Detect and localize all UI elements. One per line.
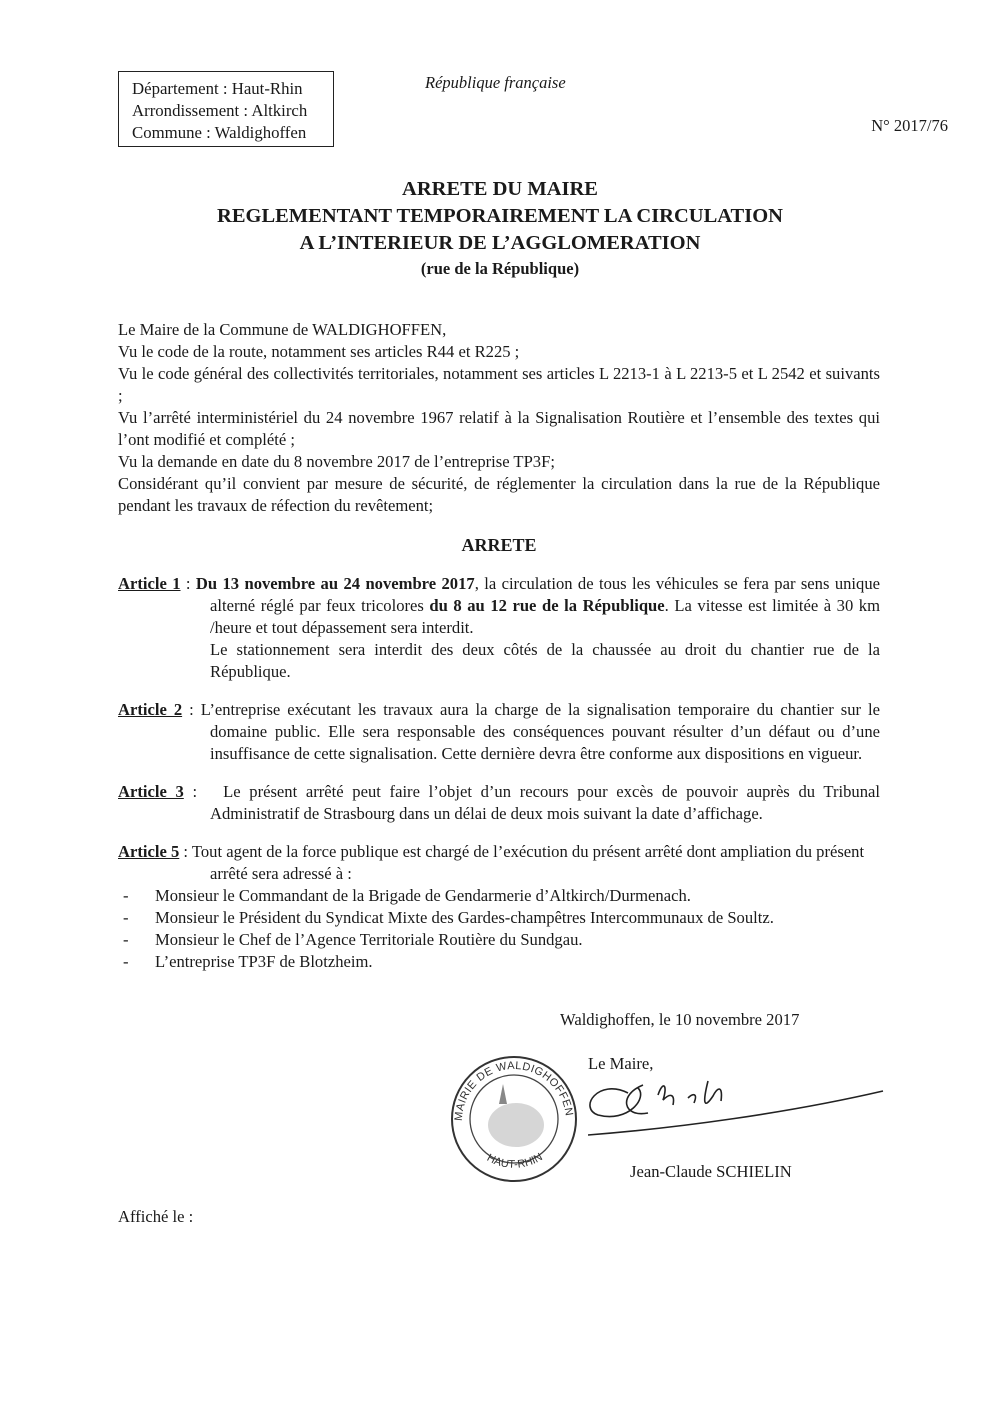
article-1 — [118, 573, 880, 683]
title-subtitle: (rue de la République) — [420, 259, 580, 278]
separator: : — [182, 700, 201, 719]
title-line-1: ARRETE DU MAIRE — [402, 178, 598, 200]
preamble-line: Vu la demande en date du 8 novembre 2017 de l’entreprise TP3F; — [118, 452, 555, 471]
recipient: Monsieur le Chef de l’Agence Territoriale Routière du Sundgau. — [155, 930, 583, 949]
article-5 — [118, 841, 880, 885]
separator: : — [179, 842, 192, 861]
recipient: Monsieur le Commandant de la Brigade de Gendarmerie d’Altkirch/Durmenach. — [155, 886, 691, 905]
article-paragraph: Le stationnement sera interdit des deux côtés de la chaussée au droit du chantier rue de la République. — [210, 640, 880, 681]
commune: Commune : Waldighoffen — [132, 123, 307, 142]
preamble-line: Vu le code général des collectivités territoriales, notamment ses articles L 2213-1 à L 2213-5 et L 2542 et suivants ; — [118, 364, 880, 405]
official-stamp — [444, 1049, 584, 1189]
preamble-line: Le Maire de la Commune de WALDIGHOFFEN, — [118, 320, 447, 339]
separator: : — [180, 574, 196, 593]
article-2 — [118, 699, 880, 765]
department: Département : Haut-Rhin — [132, 79, 303, 98]
signature-block — [118, 1009, 880, 1183]
article-text: , la circulation de tous les véhicules se fera par sens unique alterné réglé par feux tricolores — [210, 574, 880, 615]
list-item: - L’entreprise TP3F de Blotzheim. — [123, 952, 373, 971]
article-label: Article 1 — [118, 574, 181, 593]
article-text: L’entreprise exécutant les travaux aura la charge de la signalisation temporaire du chantier sur le domaine public. Elle sera responsable des conséquences pouvant résulter d’un défaut ou d’une insuffisance de cette signalisation. Cette dernière devra être conforme aux dispositions en vigueur. — [200, 700, 880, 763]
signatory-role: Le Maire, — [588, 1054, 654, 1073]
article-text: Le présent arrêté peut faire l’objet d’un recours pour excès de pouvoir auprès du Tribunal Administratif de Strasbourg dans un délai de deux mois suivant la date d’affichage. — [210, 782, 880, 823]
administrative-info-box — [118, 71, 334, 147]
document-body — [118, 176, 880, 1227]
recipient-list — [118, 885, 880, 973]
handwritten-signature — [588, 1073, 888, 1143]
recipient: Monsieur le Président du Syndicat Mixte des Gardes-champêtres Intercommunaux de Soultz. — [155, 908, 774, 927]
title-line-3: A L’INTERIEUR DE L’AGGLOMERATION — [299, 232, 701, 254]
arrete-heading: ARRETE — [461, 535, 537, 555]
article-location: du 8 au 12 rue de la République — [429, 596, 665, 615]
separator: : — [183, 782, 224, 801]
title-line-2: REGLEMENTANT TEMPORAIREMENT LA CIRCULATION — [217, 205, 783, 227]
article-3 — [118, 781, 880, 825]
article-label: Article 2 — [118, 700, 183, 719]
recipient: L’entreprise TP3F de Blotzheim. — [155, 952, 373, 971]
list-item: - Monsieur le Président du Syndicat Mixte des Gardes-champêtres Intercommunaux de Soultz. — [123, 908, 774, 927]
svg-text:HAUT-RHIN: HAUT-RHIN — [484, 1151, 545, 1171]
signature-date: Waldighoffen, le 10 novembre 2017 — [560, 1010, 800, 1029]
article-text: Tout agent de la force publique est chargé de l’exécution du présent arrêté dont ampliation du présent arrêté sera adressé à : — [191, 842, 865, 883]
republic-label: République française — [425, 73, 566, 92]
posted-date-label: Affiché le : — [118, 1207, 194, 1226]
article-label: Article 5 — [118, 842, 180, 861]
article-dates: Du 13 novembre au 24 novembre 2017 — [195, 574, 475, 593]
svg-text:MAIRIE DE WALDIGHOFFEN: MAIRIE DE WALDIGHOFFEN — [452, 1059, 575, 1122]
signatory-name: Jean-Claude SCHIELIN — [630, 1162, 792, 1181]
arrondissement: Arrondissement : Altkirch — [132, 101, 308, 120]
document-title — [0, 176, 1000, 281]
list-item: - Monsieur le Commandant de la Brigade de Gendarmerie d’Altkirch/Durmenach. — [123, 886, 691, 905]
preamble-line: Considérant qu’il convient par mesure de sécurité, de réglementer la circulation dans la rue de la République pendant les travaux de réfection du revêtement; — [118, 474, 880, 515]
preamble-line: Vu l’arrêté interministériel du 24 novembre 1967 relatif à la Signalisation Routière et l’ensemble des textes qui l’ont modifié et complété ; — [118, 408, 880, 449]
article-text: . La vitesse est limitée à 30 km /heure et tout dépassement sera interdit. — [210, 596, 880, 637]
decree-number: N° 2017/76 — [871, 116, 948, 135]
preamble — [118, 319, 880, 517]
preamble-line: Vu le code de la route, notamment ses articles R44 et R225 ; — [118, 342, 520, 361]
list-item: - Monsieur le Chef de l’Agence Territoriale Routière du Sundgau. — [123, 930, 583, 949]
article-label: Article 3 — [118, 782, 184, 801]
